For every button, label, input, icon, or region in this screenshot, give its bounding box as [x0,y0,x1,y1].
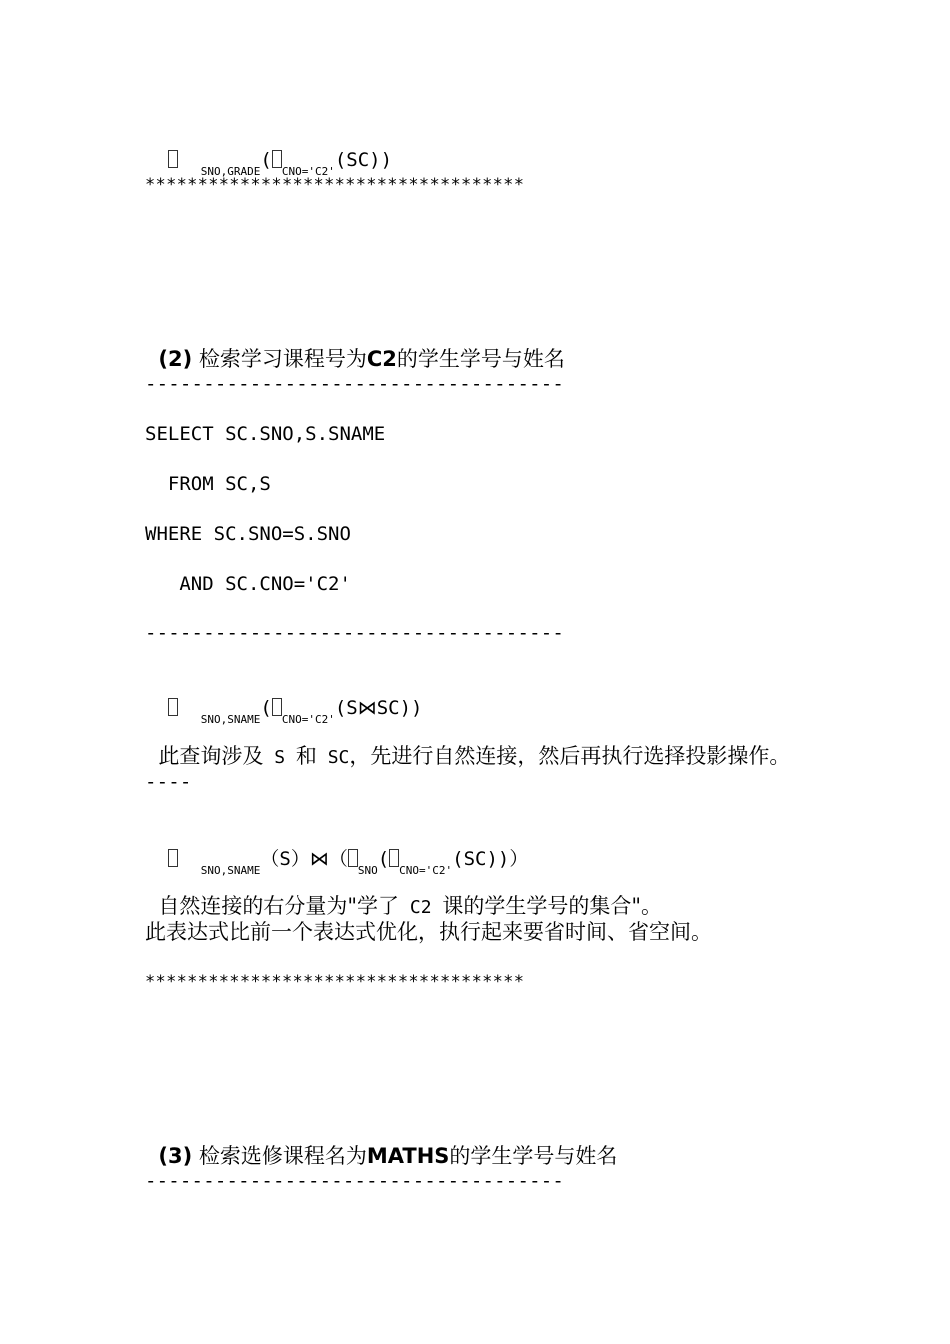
selection-symbol [272,150,282,168]
note-code-c2: C2 [399,897,443,918]
projection-symbol [168,698,178,716]
sql-line-2: FROM SC,S [145,473,271,495]
question-3-heading [145,1120,617,1168]
open-paren: ( [260,697,272,719]
short-dash-separator: ---- [145,771,192,793]
dash-separator: ------------------------------------ [145,373,565,395]
expression-part-2: ( [377,848,390,870]
note-text: 自然连接的右分量为"学了 [158,894,400,918]
note-code-sc: SC [316,747,350,768]
projection-subscript: SNO,GRADE [200,165,261,178]
selection-subscript: CNO='C2' [281,713,335,726]
heading-text-a: 检索学习课程号为 [198,347,367,371]
heading-text-b: 的学生学号与姓名 [449,1144,618,1168]
star-separator-2: ************************************ [145,972,525,992]
relational-expression-2 [145,672,423,726]
dash-separator-2: ------------------------------------ [145,622,565,644]
projection-symbol [168,849,178,867]
question-number: (2) [158,347,193,371]
star-separator: ************************************ [145,175,525,195]
heading-code: C2 [366,347,397,371]
selection-symbol [272,698,282,716]
sno-subscript: SNO [357,864,378,877]
expression-rest: (SC))） [452,848,529,870]
note-text: 和 [295,744,317,768]
projection-symbol [168,150,178,168]
projection-subscript: SNO,SNAME [200,713,261,726]
selection-subscript: CNO='C2' [281,165,335,178]
open-paren: ( [260,149,272,171]
expression-rest: (SC)) [334,149,393,171]
note-line-3: 此表达式比前一个表达式优化，执行起来要省时间、省空间。 [145,920,712,944]
projection-subscript: SNO,SNAME [200,864,261,877]
note-text: 课的学生学号的集合"。 [442,894,663,918]
note-line-2 [145,870,662,920]
question-number: (3) [158,1144,193,1168]
question-2-heading [145,323,565,371]
heading-text-a: 检索选修课程名为 [198,1144,367,1168]
projection-symbol [348,849,358,867]
note-line-1 [145,720,790,770]
selection-symbol [389,849,399,867]
dash-separator-3: ------------------------------------ [145,1170,565,1192]
note-code-s: S [263,747,296,768]
note-text: ，先进行自然连接，然后再执行选择投影操作。 [349,744,791,768]
relational-expression-1 [145,124,393,178]
selection-subscript: CNO='C2' [399,864,453,877]
heading-text-b: 的学生学号与姓名 [396,347,565,371]
expression-part-1: （S）⋈（ [260,848,348,870]
sql-line-3: WHERE SC.SNO=S.SNO [145,523,351,545]
sql-line-1: SELECT SC.SNO,S.SNAME [145,423,386,445]
note-text: 此查询涉及 [158,744,264,768]
expression-rest: (S⋈SC)) [334,697,423,719]
sql-line-4: AND SC.CNO='C2' [145,573,351,595]
heading-code: MATHS [366,1144,450,1168]
relational-expression-3 [145,823,529,877]
